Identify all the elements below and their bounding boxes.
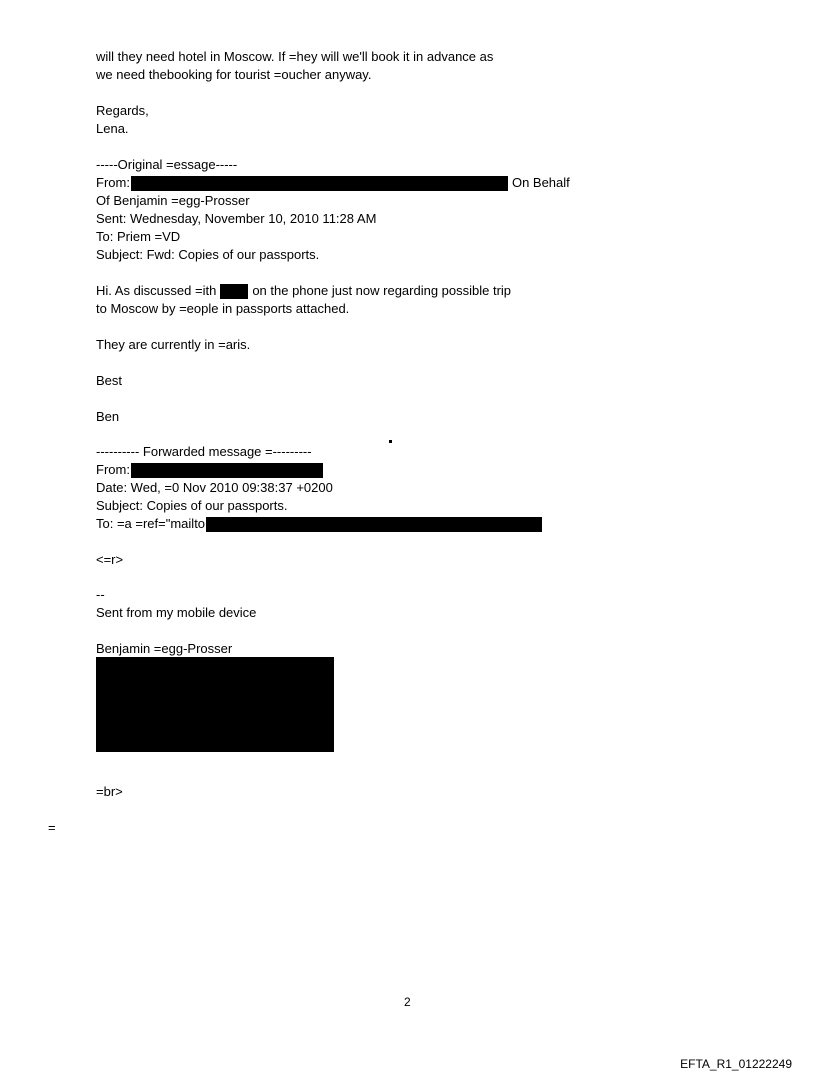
header-sent: Sent: Wednesday, November 10, 2010 11:28 AM <box>96 211 377 226</box>
forwarded-subject: Subject: Copies of our passports. <box>96 498 288 513</box>
body-line: we need thebooking for tourist =oucher anyway. <box>96 67 372 82</box>
header-subject: Subject: Fwd: Copies of our passports. <box>96 247 320 262</box>
forwarded-to-line <box>96 515 542 533</box>
page-number: 2 <box>404 995 411 1009</box>
signature-separator: -- <box>96 587 105 602</box>
body-line <box>96 282 511 300</box>
header-of-line: Of Benjamin =egg-Prosser <box>96 193 250 208</box>
html-fragment: =br> <box>96 784 123 799</box>
forwarded-date: Date: Wed, =0 Nov 2010 09:38:37 +0200 <box>96 480 333 495</box>
closing: Regards, <box>96 103 149 118</box>
body-text: Hi. As discussed =ith <box>96 283 217 298</box>
header-from-line <box>96 174 570 192</box>
stray-equals: = <box>48 820 56 835</box>
sender-signature: Lena. <box>96 121 129 136</box>
forwarded-divider: ---------- Forwarded message =--------- <box>96 444 312 459</box>
original-message-divider: -----Original =essage----- <box>96 157 238 172</box>
from-label: From: <box>96 462 130 477</box>
forwarded-from-line <box>96 461 323 479</box>
redaction-block <box>220 284 248 299</box>
mobile-signature: Sent from my mobile device <box>96 605 257 620</box>
stray-mark <box>389 440 392 443</box>
from-label: From: <box>96 175 130 190</box>
sender-name: Benjamin =egg-Prosser <box>96 641 233 656</box>
html-fragment: <=r> <box>96 552 124 567</box>
closing: Best <box>96 373 123 388</box>
body-line: They are currently in =aris. <box>96 337 251 352</box>
body-line: will they need hotel in Moscow. If =hey will we'll book it in advance as <box>96 49 494 64</box>
sender-signature: Ben <box>96 409 120 424</box>
body-text: on the phone just now regarding possible trip <box>252 283 512 298</box>
header-to: To: Priem =VD <box>96 229 181 244</box>
body-line: to Moscow by =eople in passports attached. <box>96 301 350 316</box>
on-behalf-text: On Behalf <box>511 175 570 190</box>
redaction-block <box>131 463 323 478</box>
redaction-block <box>206 517 542 532</box>
redaction-block <box>131 176 508 191</box>
document-id: EFTA_R1_01222249 <box>680 1057 792 1071</box>
to-prefix: To: =a =ref="mailto <box>96 516 206 531</box>
redaction-block <box>96 657 334 752</box>
